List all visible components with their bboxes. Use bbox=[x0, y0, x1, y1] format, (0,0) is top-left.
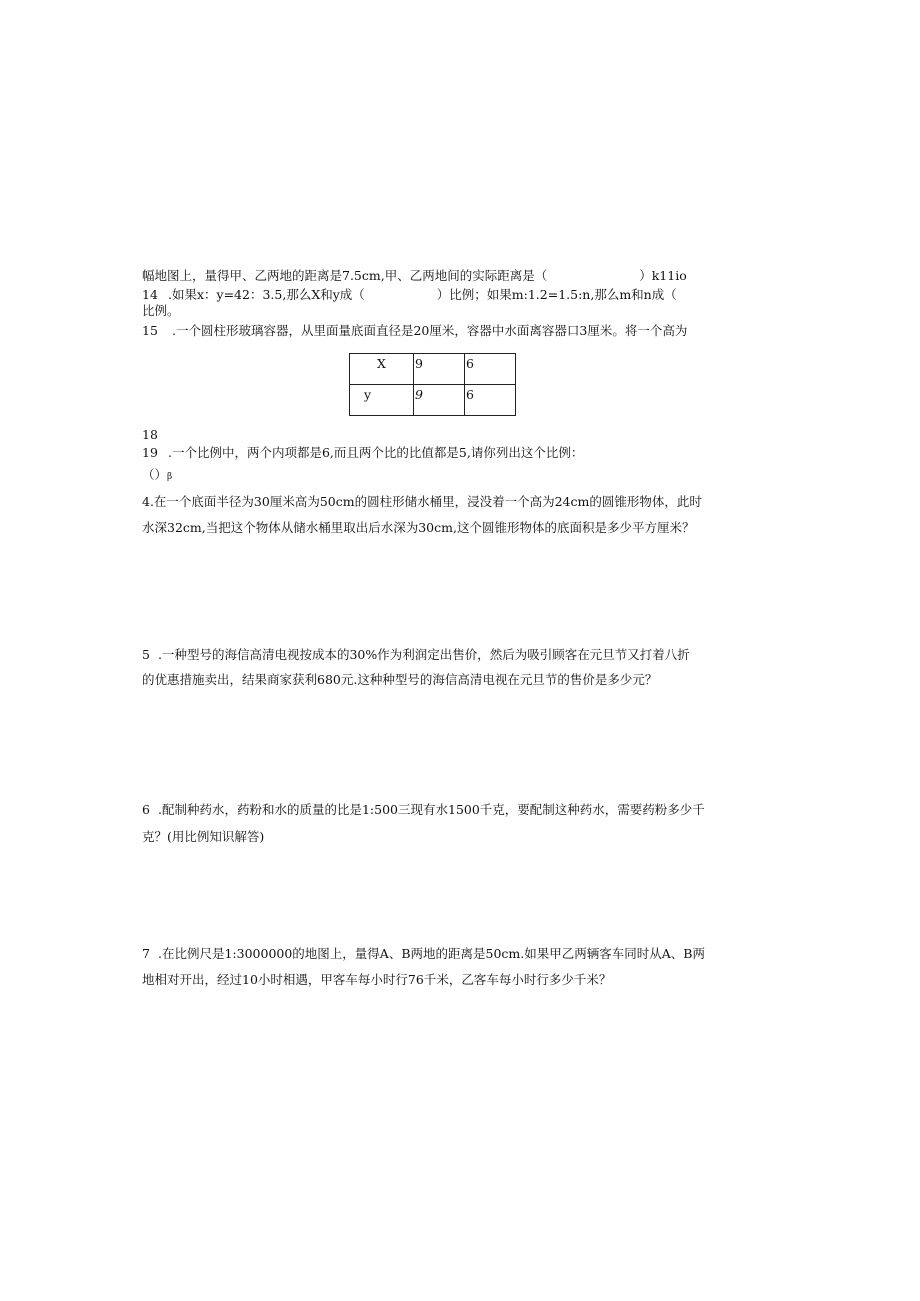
xy-value-table bbox=[349, 353, 516, 416]
table-row bbox=[350, 385, 516, 416]
question-14-mid: ）比例；如果m:1.2=1.5:n,那么m和n成（ bbox=[436, 287, 677, 302]
question-14-number: 14 bbox=[142, 287, 158, 302]
question-6-text-1: .配制种药水，药粉和水的质量的比是1:500三现有水1500千克，要配制这种药水，需要药粉多少千 bbox=[158, 802, 705, 817]
question-6-line-1 bbox=[142, 802, 705, 818]
question-7-text-2: 地相对开出，经过10小时相遇，甲客车每小时行76千米，乙客车每小时行多少千米？ bbox=[142, 972, 612, 987]
table-cell: 9 bbox=[414, 385, 465, 416]
question-6-text-2: 克？(用比例知识解答) bbox=[142, 829, 265, 844]
table-cell: 6 bbox=[465, 354, 516, 385]
question-18-number: 18 bbox=[142, 427, 158, 442]
question-13-answer-close: ）k11io bbox=[639, 268, 687, 283]
question-6-number: 6 bbox=[142, 802, 150, 817]
question-14-line bbox=[142, 287, 677, 303]
question-19-mark: β bbox=[167, 472, 173, 482]
question-5-text-2: 的优惠措施卖出，结果商家获利680元.这种种型号的海信高清电视在元旦节的售价是多少元？ bbox=[142, 672, 658, 687]
question-15-text: .一个圆柱形玻璃容器，从里面量底面直径是20厘米，容器中水面离容器口3厘米。将一个高为 bbox=[172, 323, 688, 338]
question-6-line-2 bbox=[142, 829, 264, 845]
table-row bbox=[350, 354, 516, 385]
question-14-cont-text: 比例。 bbox=[142, 303, 180, 318]
question-7-number: 7 bbox=[142, 946, 150, 961]
question-19-number: 19 bbox=[142, 445, 158, 460]
question-4-line-2 bbox=[142, 520, 694, 536]
question-5-line-1 bbox=[142, 647, 690, 663]
question-19-text: .一个比例中，两个内项都是6,而且两个比的比值都是5,请你列出这个比例： bbox=[168, 445, 584, 460]
question-14-text: .如果x：y=42：3.5,那么X和y成（ bbox=[168, 287, 365, 302]
table-cell: 6 bbox=[465, 385, 516, 416]
question-4-line-1 bbox=[142, 494, 702, 510]
question-5-number: 5 bbox=[142, 647, 150, 662]
question-4-text-1: 4.在一个底面半径为30厘米高为50cm的圆柱形储水桶里，浸没着一个高为24cm的圆锥形物体，此时 bbox=[142, 494, 702, 509]
question-13-text: 幅地图上，量得甲、乙两地的距离是7.5cm,甲、乙两地间的实际距离是（ bbox=[142, 268, 548, 283]
question-4-text-2: 水深32cm,当把这个物体从储水桶里取出后水深为30cm,这个圆锥形物体的底面积是多少平方厘米？ bbox=[142, 520, 695, 535]
question-14-continuation bbox=[142, 303, 180, 319]
question-5-text-1: .一种型号的海信高清电视按成本的30%作为利润定出售价，然后为吸引顾客在元旦节又打着八折 bbox=[158, 647, 690, 662]
question-18-line bbox=[142, 427, 158, 443]
question-15-line bbox=[142, 323, 687, 339]
question-5-line-2 bbox=[142, 672, 657, 688]
question-15-number: 15 bbox=[142, 323, 158, 338]
table-head-x: X bbox=[350, 354, 414, 385]
question-19-answer-line bbox=[142, 467, 172, 485]
table-cell: 9 bbox=[414, 354, 465, 385]
question-13-line bbox=[142, 268, 687, 284]
table-head-y: y bbox=[350, 385, 414, 416]
question-7-line-2 bbox=[142, 972, 611, 988]
question-7-text-1: .在比例尺是1:3000000的地图上，量得A、B两地的距离是50cm.如果甲乙两辆客车同时从A、B两 bbox=[158, 946, 705, 961]
question-19-line bbox=[142, 445, 583, 461]
question-7-line-1 bbox=[142, 946, 705, 962]
question-19-answer: （） bbox=[142, 467, 168, 482]
